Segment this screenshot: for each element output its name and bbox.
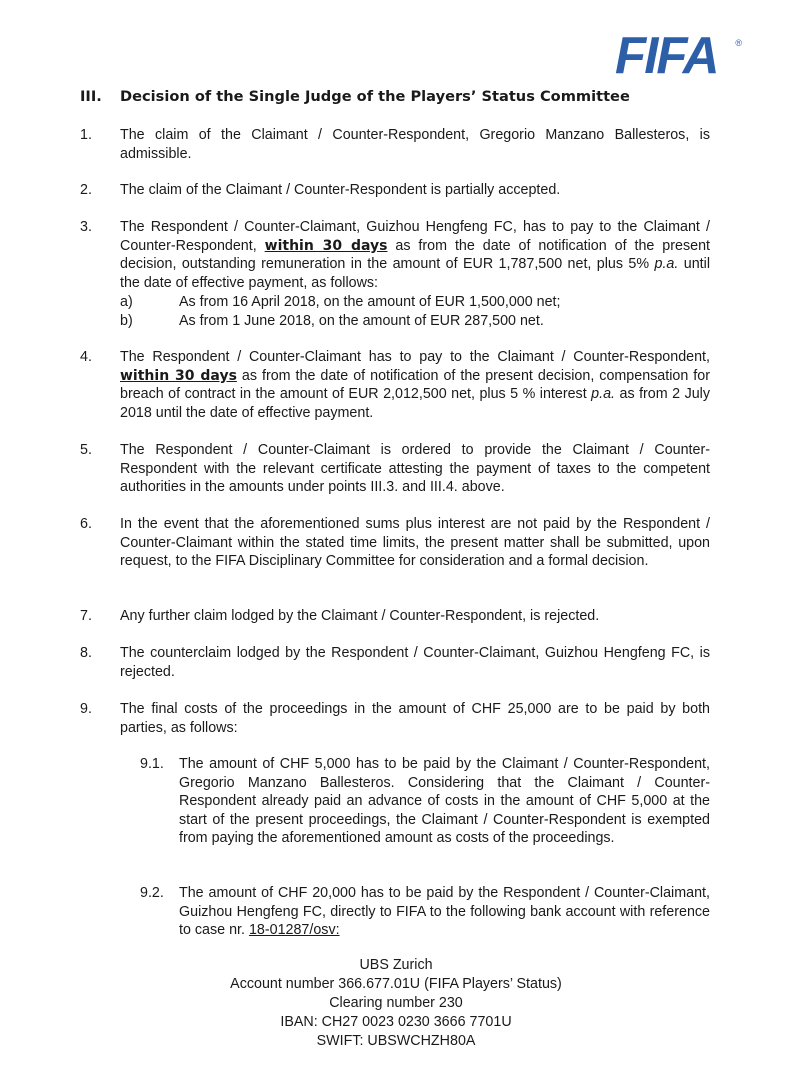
decision-item-1: 1. The claim of the Claimant / Counter-Respondent, Gregorio Manzano Ballesteros, is admissible. xyxy=(80,127,710,162)
swift: SWIFT: UBSWCHZH80A xyxy=(316,1033,476,1049)
deadline-emphasis: within 30 days xyxy=(264,237,388,254)
decision-item-3: 3. The Respondent / Counter-Claimant, Guizhou Hengfeng FC, has to pay to the Claimant / Counter-Respondent, within 30 days as from the date of notification of the present decision, outstanding remuneration in the amount of EUR 1,787,500 net, plus 5% p.a. until the date of effective payment, as follows: xyxy=(80,219,710,291)
decision-item-8: 8. The counterclaim lodged by the Respondent / Counter-Claimant, Guizhou Hengfeng FC, is rejected. xyxy=(80,645,710,680)
decision-item-7: 7. Any further claim lodged by the Claimant / Counter-Respondent, is rejected. xyxy=(80,608,600,624)
case-reference: 18-01287/osv: xyxy=(248,922,340,939)
deadline-emphasis: within 30 days xyxy=(120,367,237,384)
decision-item-9: 9. The final costs of the proceedings in the amount of CHF 25,000 are to be paid by both parties, as follows: xyxy=(80,701,710,736)
decision-item-4: 4. The Respondent / Counter-Claimant has to pay to the Claimant / Counter-Respondent, within 30 days as from the date of notification of the present decision, compensation for breach of contract in the amount of EUR 2,012,500 net, plus 5 % interest p.a. as from 2 July 2018 until the date of effective payment. xyxy=(80,349,710,421)
sub-item-3a: a) As from 16 April 2018, on the amount of EUR 1,500,000 net; xyxy=(120,294,561,310)
decision-item-5: 5. The Respondent / Counter-Claimant is ordered to provide the Claimant / Counter-Respondent with the relevant certificate attesting the payment of taxes to the competent authorities in the amounts under points III.3. and III.4. above. xyxy=(80,442,710,496)
sub-item-9-1: 9.1. The amount of CHF 5,000 has to be paid by the Claimant / Counter-Respondent, Gregorio Manzano Ballesteros. Considering that the Claimant / Counter-Respondent already paid an advance of costs in the amount of CHF 5,000 at the start of the present proceedings, the Claimant / Counter-Respondent is exempted from paying the aforementioned amount as costs of the proceedings. xyxy=(140,756,710,847)
decision-item-2: 2. The claim of the Claimant / Counter-Respondent is partially accepted. xyxy=(80,182,561,198)
bank-name: UBS Zurich xyxy=(359,957,433,973)
sub-item-3b: b) As from 1 June 2018, on the amount of EUR 287,500 net. xyxy=(120,313,544,329)
decision-item-6: 6. In the event that the aforementioned sums plus interest are not paid by the Respondent / Counter-Claimant within the stated time limits, the present matter shall be submitted, upon request, to the FIFA Disciplinary Committee for consideration and a formal decision. xyxy=(80,516,710,570)
section-title: Decision of the Single Judge of the Players’ Status Committee xyxy=(120,88,630,105)
bank-details xyxy=(200,956,592,1051)
iban: IBAN: CH27 0023 0230 3666 7701U xyxy=(280,1014,512,1030)
clearing-number: Clearing number 230 xyxy=(329,995,463,1011)
section-heading xyxy=(80,88,720,107)
sub-item-9-2: 9.2. The amount of CHF 20,000 has to be paid by the Respondent / Counter-Claimant, Guizhou Hengfeng FC, directly to FIFA to the following bank account with reference to case nr. 18-01287/osv: xyxy=(140,885,710,939)
section-number: III. xyxy=(80,88,102,105)
fifa-logo: FIFA ® xyxy=(615,27,742,85)
account-number: Account number 366.677.01U (FIFA Players’ Status) xyxy=(230,976,562,992)
